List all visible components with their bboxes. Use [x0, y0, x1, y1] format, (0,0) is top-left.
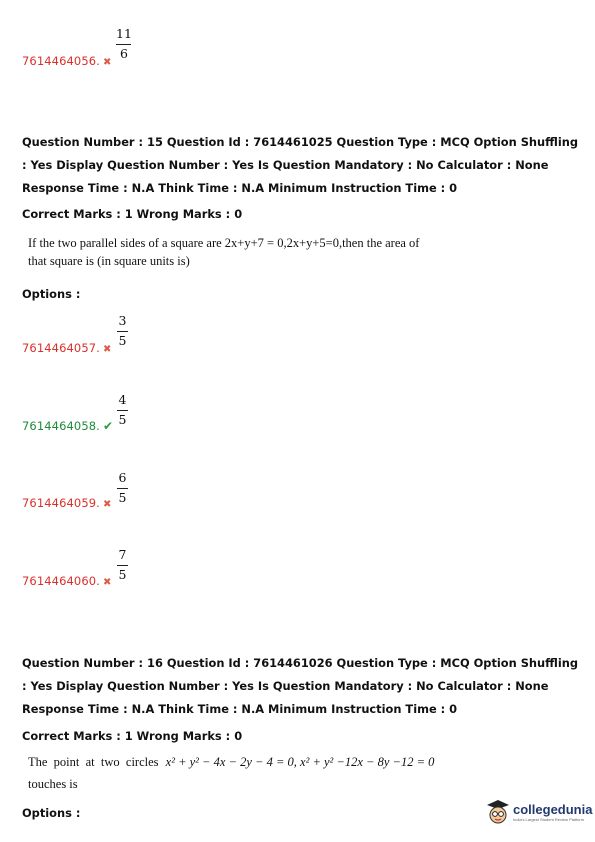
- circle-equations: x² + y² − 4x − 2y − 4 = 0, x² + y² −12x − 8y −12 = 0: [165, 755, 435, 769]
- question-text: [28, 753, 448, 793]
- option-id: [22, 54, 111, 68]
- fraction-bar: [117, 565, 128, 566]
- fraction-bar: [117, 331, 128, 332]
- denominator: 6: [119, 46, 128, 61]
- options-label: Options :: [22, 287, 81, 301]
- option-id: [22, 341, 111, 355]
- cross-icon: ✖: [102, 57, 112, 68]
- option-id-text: 7614464057.: [22, 341, 100, 355]
- option-id-text: 7614464058.: [22, 419, 100, 433]
- cross-icon: ✖: [102, 499, 112, 510]
- logo-name: collegedunia: [513, 802, 593, 817]
- question-text: [28, 234, 419, 270]
- fraction-bar: [117, 488, 128, 489]
- option-id: [22, 496, 111, 510]
- question-text-line: that square is (in square units is): [28, 254, 190, 268]
- options-label: Options :: [22, 806, 81, 820]
- option-id: [22, 574, 111, 588]
- denominator: 5: [118, 567, 127, 582]
- logo-text-block: [513, 802, 592, 822]
- cross-icon: ✖: [102, 344, 112, 355]
- denominator: 5: [118, 490, 127, 505]
- question-text-prefix: The point at two circles: [28, 755, 159, 769]
- option-id-text: 7614464056.: [22, 54, 100, 68]
- fraction-bar: [117, 410, 128, 411]
- numerator: 4: [118, 392, 127, 407]
- numerator: 6: [118, 470, 127, 485]
- fraction: [117, 314, 128, 348]
- fraction: [116, 27, 132, 61]
- numerator: 11: [116, 26, 132, 41]
- question-text-line: If the two parallel sides of a square are 2x+y+7 = 0,2x+y+5=0,then the area of: [28, 236, 420, 250]
- denominator: 5: [118, 412, 127, 427]
- logo-tagline: India's Largest Student Review Platform: [513, 817, 585, 822]
- option-id-text: 7614464059.: [22, 496, 100, 510]
- fraction: [117, 393, 128, 427]
- question-text-line: [28, 753, 448, 771]
- check-icon: ✔: [102, 419, 114, 433]
- cross-icon: ✖: [102, 577, 112, 588]
- question-header: Question Number : 16 Question Id : 7614461026 Question Type : MCQ Option Shuffling : Yes Display Question Number : Yes Is Question Mandatory : No Calculator : None Response Time : N.A Think Time : N.A Minimum Instruction Time : 0: [22, 656, 578, 716]
- marks-info: Correct Marks : 1 Wrong Marks : 0: [22, 729, 243, 743]
- numerator: 7: [118, 547, 127, 562]
- question-text-line: touches is: [28, 777, 78, 791]
- fraction: [117, 548, 128, 582]
- option-id: [22, 419, 113, 433]
- question-header: Question Number : 15 Question Id : 7614461025 Question Type : MCQ Option Shuffling : Yes Display Question Number : Yes Is Question Mandatory : No Calculator : None Response Time : N.A Think Time : N.A Minimum Instruction Time : 0: [22, 135, 578, 195]
- fraction: [117, 471, 128, 505]
- fraction-bar: [116, 44, 131, 45]
- marks-info: Correct Marks : 1 Wrong Marks : 0: [22, 207, 243, 221]
- denominator: 5: [118, 333, 127, 348]
- mascot-icon: [486, 799, 510, 825]
- option-id-text: 7614464060.: [22, 574, 100, 588]
- numerator: 3: [118, 313, 127, 328]
- collegedunia-logo: [486, 799, 592, 825]
